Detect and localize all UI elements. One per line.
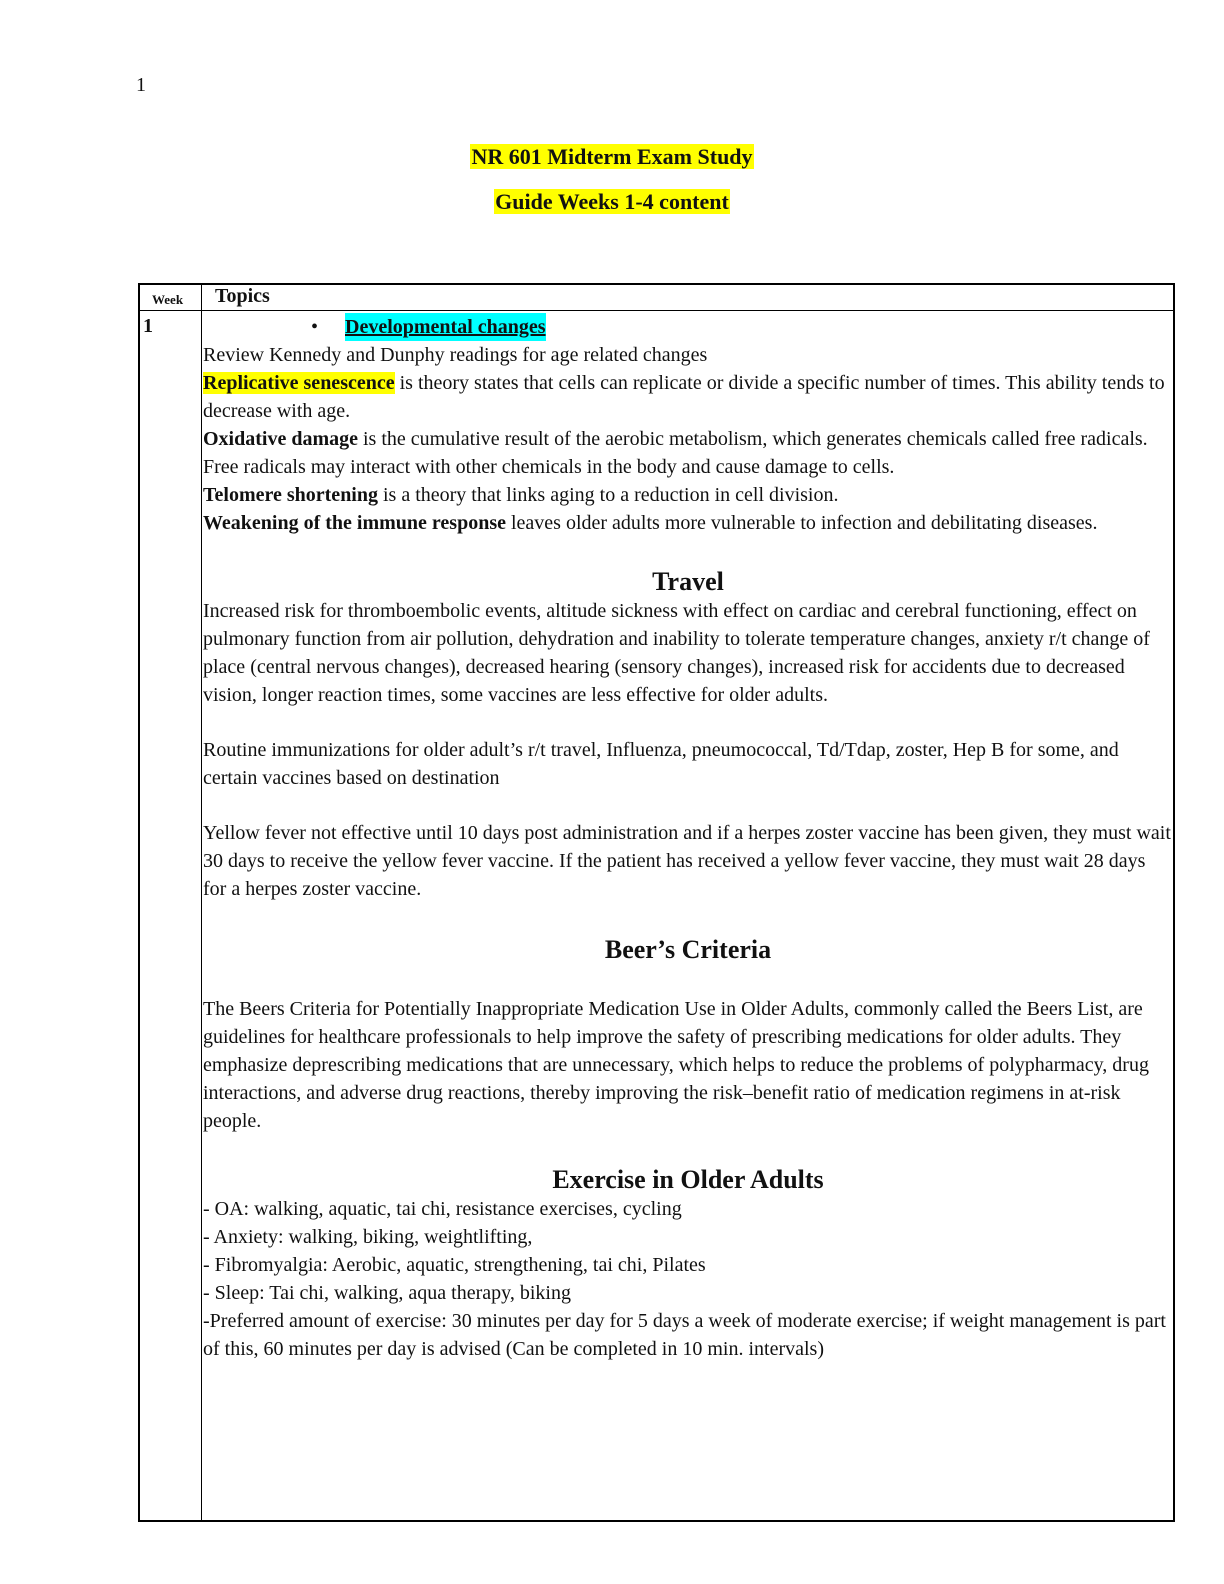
exercise-item: - Sleep: Tai chi, walking, aqua therapy, biking [203,1282,571,1304]
beers-criteria-heading: Beer’s Criteria [604,935,772,964]
theory-text: is a theory that links aging to a reduction in cell division. [378,484,839,506]
exercise-item: -Preferred amount of exercise: 30 minutes per day for 5 days a week of moderate exercise; if weight management is part of this, 60 minutes per day is advised (Can be completed in 10 min. intervals) [203,1310,1166,1360]
week-number-cell: 1 [143,315,153,337]
theory-immune-response [203,509,1173,537]
page-number: 1 [136,74,146,96]
theory-term: Weakening of the immune response [203,512,506,534]
study-guide-table [138,283,1175,1522]
theory-term: Oxidative damage [203,428,358,450]
theory-term: Replicative senescence [203,372,395,394]
bullet-item [203,313,1173,341]
theory-term: Telomere shortening [203,484,378,506]
topics-column-header: Topics [215,285,270,307]
bullet-developmental-changes: Developmental changes [345,313,546,341]
theory-telomere-shortening [203,481,1173,509]
table-header-row [140,285,1173,311]
travel-paragraph-2: Routine immunizations for older adult’s r/t travel, Influenza, pneumococcal, Td/Tdap, zoster, Hep B for some, and certain vaccines based on destination [203,739,1119,789]
exercise-item: - OA: walking, aquatic, tai chi, resistance exercises, cycling [203,1198,682,1220]
topics-cell [203,313,1173,1363]
exercise-item: - Fibromyalgia: Aerobic, aquatic, strengthening, tai chi, Pilates [203,1254,706,1276]
exercise-item: - Anxiety: walking, biking, weightlifting, [203,1226,533,1248]
theory-replicative-senescence [203,369,1173,425]
column-divider [201,285,202,1520]
travel-heading: Travel [652,567,724,596]
document-title-line-2: Guide Weeks 1-4 content [495,189,729,214]
exercise-heading: Exercise in Older Adults [552,1165,824,1194]
travel-paragraph-1: Increased risk for thromboembolic events, altitude sickness with effect on cardiac and cerebral functioning, effect on pulmonary function from air pollution, dehydration and inability to tolerate temperature changes, anxiety r/t change of place (central nervous changes), decreased hearing (sensory changes), increased risk for accidents due to decreased vision, longer reaction times, some vaccines are less effective for older adults. [203,600,1150,706]
theory-oxidative-damage [203,425,1173,481]
document-title-line-1: NR 601 Midterm Exam Study [471,144,753,169]
bullet-icon: • [311,316,319,338]
intro-text: Review Kennedy and Dunphy readings for age related changes [203,344,708,366]
theory-text: is the cumulative result of the aerobic metabolism, which generates chemicals called free radicals. Free radicals may interact with other chemicals in the body and cause damage to cells. [203,428,1148,478]
theory-text: leaves older adults more vulnerable to infection and debilitating diseases. [505,512,1098,534]
beers-criteria-paragraph: The Beers Criteria for Potentially Inappropriate Medication Use in Older Adults, commonly called the Beers List, are guidelines for healthcare professionals to help improve the safety of prescribing medications for older adults. They emphasize deprescribing medications that are unnecessary, which helps to reduce the problems of polypharmacy, drug interactions, and adverse drug reactions, thereby improving the risk–benefit ratio of medication regimens in at-risk people. [203,998,1149,1132]
theory-text: is theory states that cells can replicate or divide a specific number of times. This ability tends to decrease with age. [203,372,1165,422]
travel-paragraph-3: Yellow fever not effective until 10 days post administration and if a herpes zoster vaccine has been given, they must wait 30 days to receive the yellow fever vaccine. If the patient has received a yellow fever vaccine, they must wait 28 days for a herpes zoster vaccine. [203,822,1171,900]
week-column-header: Week [152,292,184,307]
